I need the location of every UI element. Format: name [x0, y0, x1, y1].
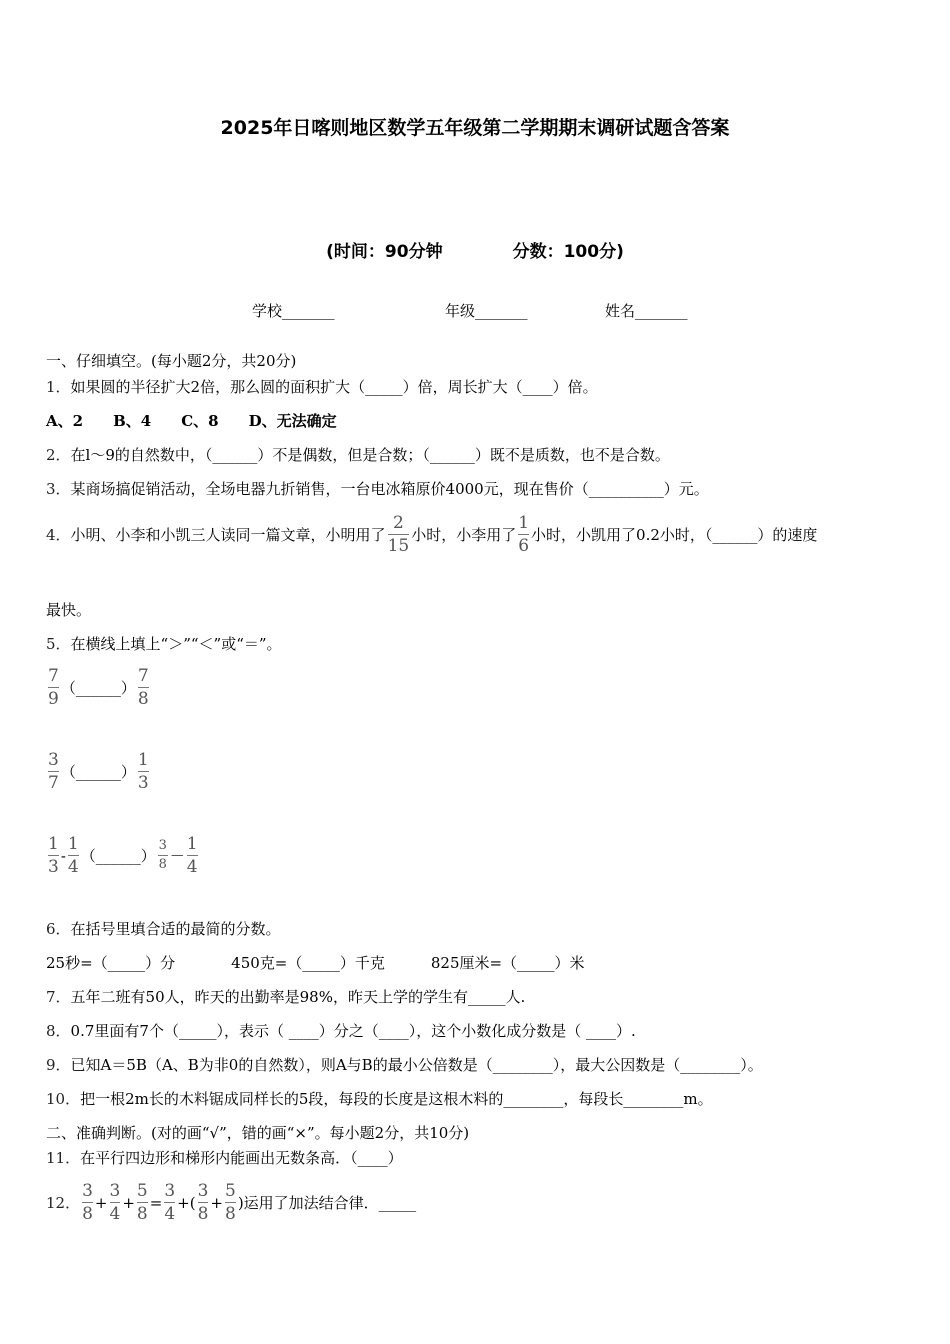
- question-9: 9．已知A＝5B（A、B为非0的自然数），则A与B的最小公倍数是（________），最大公因数是（________）。: [46, 1056, 763, 1074]
- question-11: 11．在平行四边形和梯形内能画出无数条高．（____）: [46, 1149, 403, 1167]
- compare-row-1: $\frac{7}{9}$ （______） $\frac{7}{8}$: [48, 666, 149, 709]
- name-field[interactable]: 姓名_______: [605, 302, 688, 320]
- question-12: 12． $\frac{3}{8}$ + $\frac{3}{4}$ + $\frac{5}{8}$ = $\frac{3}{4}$ + ( $\frac{3}{8}$ + $\frac{5}{8}$ ) 运用了加法结合律．_____: [46, 1181, 417, 1224]
- question-1-options: A、2 B、4 C、8 D、无法确定: [46, 412, 337, 430]
- fraction: $\frac{1}{6}$: [518, 512, 530, 556]
- question-6-items: 25秒=（_____）分 450克=（_____）千克 825厘米=（_____）米: [46, 954, 585, 972]
- question-10: 10．把一根2m长的木料锯成同样长的5段，每段的长度是这根木料的________，每段长________m。: [46, 1090, 713, 1108]
- question-3: 3．某商场搞促销活动，全场电器九折销售，一台电冰箱原价4000元，现在售价（__________）元。: [46, 480, 709, 498]
- section-heading: 二、准确判断。(对的画“√”，错的画“×”。每小题2分，共10分): [46, 1124, 470, 1142]
- question-4: 4． 小明、小李和小凯三人读同一篇文章，小明用了 $\frac{2}{15}$ 小时，小李用了 $\frac{1}{6}$ 小时，小凯用了0.2小时，（______）的速度: [46, 512, 818, 556]
- question-4-cont: 最快。: [46, 601, 92, 619]
- fraction: $\frac{2}{15}$: [387, 512, 410, 556]
- question-6: 6．在括号里填合适的最简的分数。: [46, 920, 281, 938]
- compare-row-3: $\frac{1}{3}$ - $\frac{1}{4}$ （______） $\frac{3}{8}$ － $\frac{1}{4}$: [48, 834, 198, 877]
- exam-meta: [0, 237, 950, 262]
- compare-row-2: $\frac{3}{7}$ （______） $\frac{1}{3}$: [48, 750, 149, 793]
- answer-blank[interactable]: （______）: [60, 679, 136, 697]
- answer-blank[interactable]: （______）: [60, 763, 136, 781]
- answer-blank[interactable]: （______）: [80, 847, 156, 865]
- question-2: 2．在l～9的自然数中，（______）不是偶数，但是合数；（______）既不是质数，也不是合数。: [46, 446, 670, 464]
- question-1: 1．如果圆的半径扩大2倍，那么圆的面积扩大（_____）倍，周长扩大（____）倍。: [46, 378, 598, 396]
- school-field[interactable]: 学校_______: [252, 302, 335, 320]
- question-8: 8．0.7里面有7个（_____），表示（ ____）分之（____），这个小数化成分数是（ ____）.: [46, 1022, 636, 1040]
- total-score: 分数：100分): [512, 242, 624, 262]
- time-limit: (时间：90分钟: [326, 242, 443, 262]
- question-5: 5．在横线上填上“＞”“＜”或“＝”。: [46, 635, 282, 653]
- question-7: 7．五年二班有50人，昨天的出勤率是98%，昨天上学的学生有_____人.: [46, 988, 526, 1006]
- page-title: 2025年日喀则地区数学五年级第二学期期末调研试题含答案: [220, 117, 730, 139]
- grade-field[interactable]: 年级_______: [445, 302, 528, 320]
- section-heading: 一、仔细填空。(每小题2分，共20分): [46, 352, 297, 370]
